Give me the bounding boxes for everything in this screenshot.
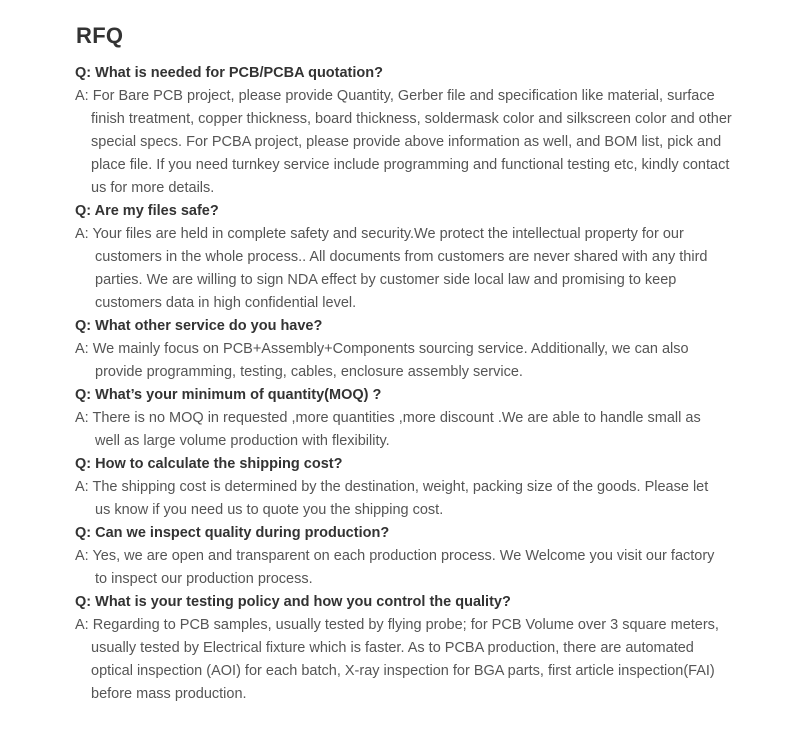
answer-line: usually tested by Electrical fixture which is faster. As to PCBA production, there are automated (91, 640, 694, 656)
answer-line: place file. If you need turnkey service include programming and functional testing etc, kindly contact (91, 157, 730, 173)
faq-answer (75, 85, 735, 200)
answer-line: A: For Bare PCB project, please provide Quantity, Gerber file and specification like material, surface (75, 88, 715, 104)
faq-question: Q: What is needed for PCB/PCBA quotation? (75, 65, 383, 81)
faq-answer (75, 545, 735, 591)
answer-line: A: The shipping cost is determined by the destination, weight, packing size of the goods. Please let (75, 479, 709, 495)
answer-line: special specs. For PCBA project, please provide above information as well, and BOM list, pick and (91, 134, 722, 150)
faq-list (75, 62, 735, 706)
answer-line: A: Your files are held in complete safety and security.We protect the intellectual property for our (75, 226, 684, 242)
faq-item-inspect (75, 522, 735, 591)
answer-line: customers in the whole process.. All documents from customers are never shared with any third (95, 249, 708, 265)
answer-line: A: We mainly focus on PCB+Assembly+Components sourcing service. Additionally, we can also (75, 341, 689, 357)
answer-line: optical inspection (AOI) for each batch, X-ray inspection for BGA parts, first article inspection(FAI) (91, 663, 715, 679)
faq-question: Q: How to calculate the shipping cost? (75, 456, 343, 472)
answer-line: us for more details. (91, 180, 215, 196)
page-title: RFQ (76, 23, 124, 48)
faq-item-moq (75, 384, 735, 453)
faq-question: Q: What is your testing policy and how you control the quality? (75, 594, 511, 610)
faq-item-other-service (75, 315, 735, 384)
faq-question: Q: What other service do you have? (75, 318, 323, 334)
faq-answer (75, 407, 735, 453)
answer-line: to inspect our production process. (95, 571, 313, 587)
faq-answer (75, 338, 735, 384)
faq-answer (75, 614, 735, 706)
faq-item-testing (75, 591, 735, 706)
faq-item-shipping (75, 453, 735, 522)
faq-question: Q: What’s your minimum of quantity(MOQ) ? (75, 387, 382, 403)
answer-line: A: Regarding to PCB samples, usually tested by flying probe; for PCB Volume over 3 square meters, (75, 617, 719, 633)
faq-item-files-safe (75, 200, 735, 315)
answer-line: A: Yes, we are open and transparent on each production process. We Welcome you visit our factory (75, 548, 715, 564)
faq-answer (75, 223, 735, 315)
answer-line: finish treatment, copper thickness, board thickness, soldermask color and silkscreen color and other (91, 111, 732, 127)
answer-line: before mass production. (91, 686, 247, 702)
answer-line: provide programming, testing, cables, enclosure assembly service. (95, 364, 523, 380)
answer-line: A: There is no MOQ in requested ,more quantities ,more discount .We are able to handle small as (75, 410, 701, 426)
answer-line: well as large volume production with flexibility. (95, 433, 390, 449)
faq-question: Q: Can we inspect quality during production? (75, 525, 390, 541)
answer-line: us know if you need us to quote you the shipping cost. (95, 502, 444, 518)
answer-line: customers data in high confidential level. (95, 295, 357, 311)
faq-answer (75, 476, 735, 522)
faq-item-quotation (75, 62, 735, 200)
faq-question: Q: Are my files safe? (75, 203, 219, 219)
answer-line: parties. We are willing to sign NDA effect by customer side local law and promising to keep (95, 272, 677, 288)
